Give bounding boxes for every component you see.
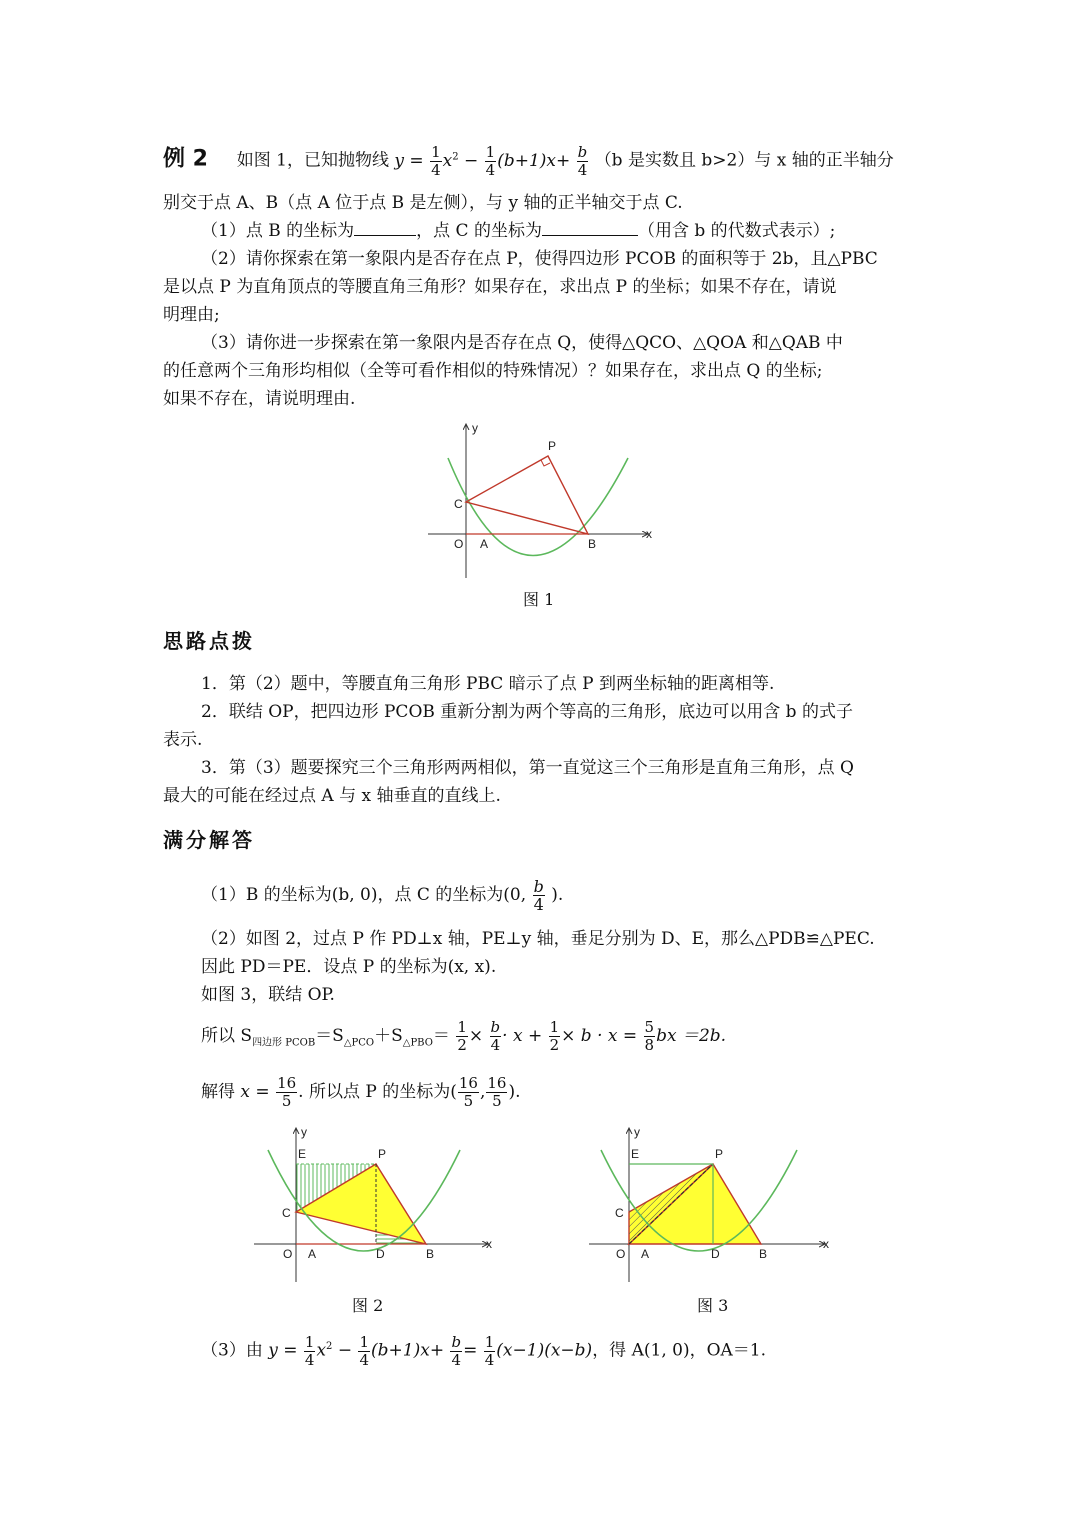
label-p: P bbox=[378, 1147, 387, 1161]
triangle-pcb bbox=[466, 456, 588, 534]
label-b: B bbox=[426, 1247, 435, 1261]
figure-1 bbox=[420, 418, 660, 583]
label-c: C bbox=[454, 497, 463, 511]
question-3-line-3: 如果不存在，请说明理由. bbox=[163, 389, 356, 409]
example-title: 例 2 bbox=[163, 146, 208, 172]
parabola bbox=[448, 458, 628, 556]
hint-2-line-2: 表示. bbox=[163, 730, 203, 750]
solution-3: （3）由 y = $\frac{1}{4}$ $x^2$ − $\frac{1}{4}$ (b+1)x+ $\frac{b}{4}$ = $\frac{1}{4}$ (x−1)(x−b)，得 A(1, 0)，OA＝1. bbox=[201, 1332, 767, 1369]
label-o: O bbox=[616, 1247, 626, 1261]
label-x: x bbox=[646, 527, 652, 541]
label-p: P bbox=[715, 1147, 724, 1161]
question-2-line-3: 明理由; bbox=[163, 305, 220, 325]
label-y: y bbox=[301, 1125, 307, 1139]
figure-1-caption: 图 1 bbox=[523, 590, 555, 609]
figure-3 bbox=[585, 1122, 835, 1287]
label-e: E bbox=[298, 1147, 307, 1161]
question-2-line-2: 是以点 P 为直角顶点的等腰直角三角形？如果存在，求出点 P 的坐标；如果不存在，请说 bbox=[163, 277, 837, 297]
solution-2-line-1: （2）如图 2，过点 P 作 PD⊥x 轴，PE⊥y 轴，垂足分别为 D、E，那么△PDB≌△PEC. bbox=[201, 929, 875, 949]
figure-3-caption: 图 3 bbox=[697, 1296, 729, 1315]
label-a: A bbox=[308, 1247, 317, 1261]
figure-2-caption: 图 2 bbox=[352, 1296, 384, 1315]
question-2-line-1: （2）请你探索在第一象限内是否存在点 P，使得四边形 PCOB 的面积等于 2b，且△PBC bbox=[201, 249, 878, 269]
solution-2-line-2: 因此 PD＝PE．设点 P 的坐标为(x, x). bbox=[201, 957, 497, 977]
hint-2-line-1: 2．联结 OP，把四边形 PCOB 重新分割为两个等高的三角形，底边可以用含 b 的式子 bbox=[201, 702, 853, 722]
question-3-line-1: （3）请你进一步探索在第一象限内是否存在点 Q，使得△QCO、△QOA 和△QAB 中 bbox=[201, 333, 843, 353]
label-o: O bbox=[283, 1247, 293, 1261]
label-p: P bbox=[548, 439, 557, 453]
solution-title: 满分解答 bbox=[163, 828, 255, 852]
solution-1: （1）B 的坐标为(b, 0)，点 C 的坐标为(0, $\frac{b}{4}$ ). bbox=[201, 877, 564, 914]
label-a: A bbox=[480, 537, 489, 551]
parabola-formula: y = $\frac{1}{4}$ $x^2$ − $\frac{1}{4}$ (b+1)x+ $\frac{b}{4}$ bbox=[394, 142, 588, 179]
label-c: C bbox=[615, 1206, 624, 1220]
example-line-2: 别交于点 A、B（点 A 位于点 B 是左侧），与 y 轴的正半轴交于点 C. bbox=[163, 193, 683, 213]
label-y: y bbox=[634, 1125, 640, 1139]
label-o: O bbox=[454, 537, 464, 551]
question-1: （1）点 B 的坐标为 ，点 C 的坐标为 （用含 b 的代数式表示）; bbox=[201, 221, 836, 241]
example-condition: （b 是实数且 b>2）与 x 轴的正半轴分 bbox=[594, 150, 894, 171]
hint-1: 1．第（2）题中，等腰直角三角形 PBC 暗示了点 P 到两坐标轴的距离相等. bbox=[201, 674, 775, 694]
example-line-1 bbox=[163, 140, 894, 179]
label-x: x bbox=[486, 1237, 492, 1251]
example-intro: 如图 1，已知抛物线 bbox=[236, 150, 390, 171]
question-3-line-2: 的任意两个三角形均相似（全等可看作相似的特殊情况）？如果存在，求出点 Q 的坐标; bbox=[163, 361, 823, 381]
solve-line: 解得 x = $\frac{16}{5}$ . 所以点 P 的坐标为( $\frac{16}{5}$ , $\frac{16}{5}$ ). bbox=[201, 1074, 521, 1110]
area-equation: 所以 $S_{四边形 PCOB}=S_{\triangle PCO}+S_{\triangle PBO}=$ $\frac{1}{2}$ × $\frac{b}{4}$ · x + $\frac{1}{2}$ × b · x = $\frac{5}{8}$ bx ＝2b. bbox=[201, 1018, 727, 1054]
hints-title: 思路点拨 bbox=[163, 629, 255, 653]
label-c: C bbox=[282, 1206, 291, 1220]
label-b: B bbox=[588, 537, 597, 551]
label-d: D bbox=[711, 1247, 720, 1261]
label-x: x bbox=[823, 1237, 829, 1251]
solution-2-line-3: 如图 3，联结 OP. bbox=[201, 985, 335, 1005]
figure-2 bbox=[248, 1122, 498, 1287]
answer-blank-b[interactable] bbox=[354, 219, 416, 236]
hint-3-line-2: 最大的可能在经过点 A 与 x 轴垂直的直线上. bbox=[163, 786, 501, 806]
answer-blank-c[interactable] bbox=[542, 219, 638, 236]
label-b: B bbox=[759, 1247, 768, 1261]
label-y: y bbox=[472, 421, 478, 435]
hint-3-line-1: 3．第（3）题要探究三个三角形两两相似，第一直觉这三个三角形是直角三角形，点 Q bbox=[201, 758, 854, 778]
right-angle-mark bbox=[541, 460, 550, 466]
label-e: E bbox=[631, 1147, 640, 1161]
label-d: D bbox=[376, 1247, 385, 1261]
label-a: A bbox=[641, 1247, 650, 1261]
